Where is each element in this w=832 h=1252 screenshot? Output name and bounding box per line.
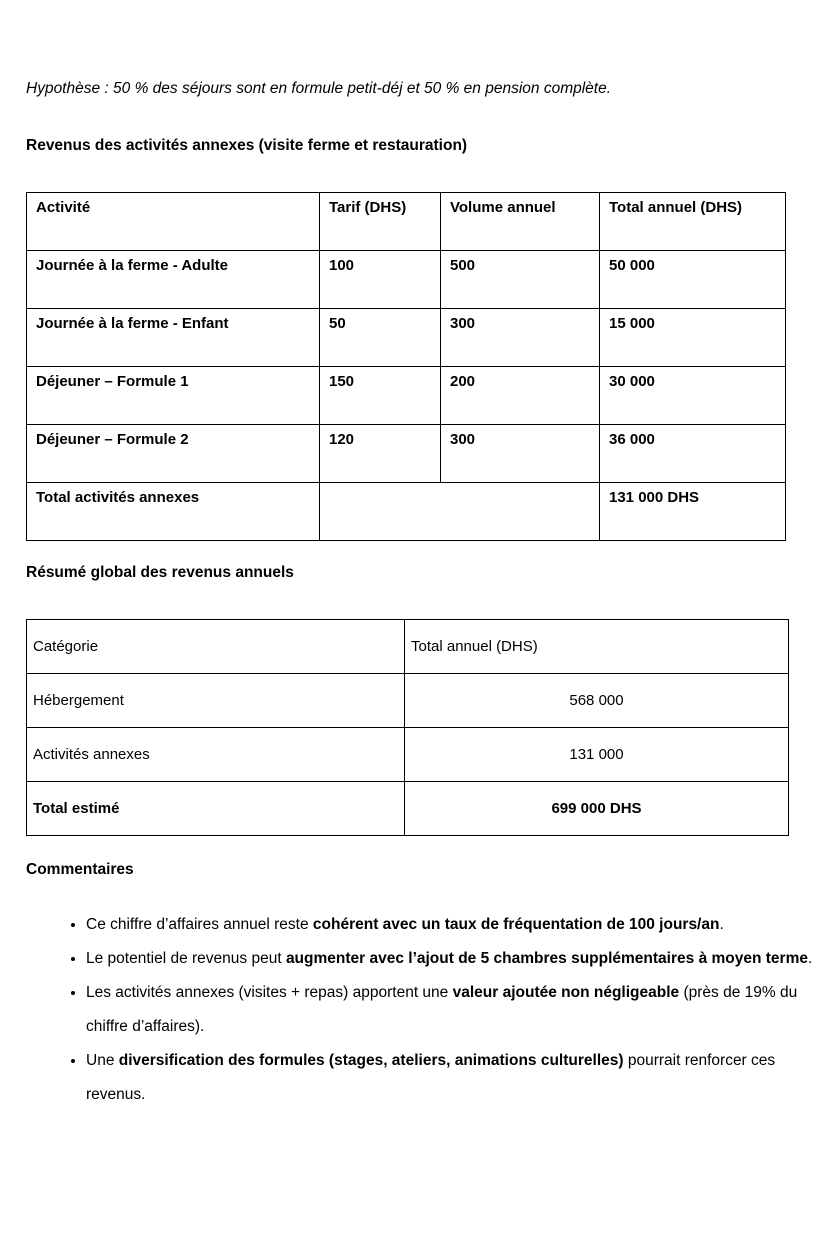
list-item bbox=[86, 976, 816, 1044]
table-cell: 100 bbox=[320, 251, 441, 309]
comment-text: Les activités annexes (visites + repas) apportent une bbox=[86, 984, 453, 1001]
table-cell: 30 000 bbox=[600, 367, 786, 425]
table-cell: Journée à la ferme - Enfant bbox=[27, 309, 320, 367]
list-item bbox=[86, 1044, 816, 1112]
table-cell: Déjeuner – Formule 1 bbox=[27, 367, 320, 425]
comment-text: Le potentiel de revenus peut bbox=[86, 950, 286, 967]
summary-section-title: Résumé global des revenus annuels bbox=[26, 564, 294, 581]
table-cell: 131 000 bbox=[405, 728, 789, 782]
list-item bbox=[86, 942, 816, 976]
comment-bold-text: cohérent avec un taux de fréquentation de 100 jours/an bbox=[312, 916, 720, 933]
comments-list bbox=[60, 908, 816, 1112]
table-cell: 50 000 bbox=[600, 251, 786, 309]
header-cell: Volume annuel bbox=[441, 193, 600, 251]
total-row bbox=[27, 483, 786, 541]
table-cell: 36 000 bbox=[600, 425, 786, 483]
table-cell: Hébergement bbox=[27, 674, 405, 728]
comment-text: Une bbox=[86, 1052, 119, 1069]
table-cell: 15 000 bbox=[600, 309, 786, 367]
comment-bold-text: valeur ajoutée non négligeable bbox=[452, 984, 680, 1001]
table-row bbox=[27, 309, 786, 367]
table-cell: 120 bbox=[320, 425, 441, 483]
total-value: 131 000 DHS bbox=[600, 483, 786, 541]
comment-text: . bbox=[807, 950, 813, 967]
table-header-row bbox=[27, 620, 789, 674]
comment-bold-text: augmenter avec l’ajout de 5 chambres supplémentaires à moyen terme bbox=[285, 950, 808, 967]
table-cell: Activités annexes bbox=[27, 728, 405, 782]
total-row bbox=[27, 782, 789, 836]
table-cell: Déjeuner – Formule 2 bbox=[27, 425, 320, 483]
list-item bbox=[86, 908, 816, 942]
table-header-row bbox=[27, 193, 786, 251]
annexes-table bbox=[26, 192, 786, 541]
table-cell: 500 bbox=[441, 251, 600, 309]
comment-bold-text: diversification des formules (stages, ateliers, animations culturelles) bbox=[118, 1052, 624, 1069]
comment-text: (près de 19% du chiffre d’affaires). bbox=[86, 984, 798, 1035]
header-cell: Total annuel (DHS) bbox=[405, 620, 789, 674]
empty-cell bbox=[320, 483, 600, 541]
hypothesis-text: Hypothèse : 50 % des séjours sont en formule petit-déj et 50 % en pension complète. bbox=[26, 80, 612, 97]
total-label: Total activités annexes bbox=[27, 483, 320, 541]
comments-section-title: Commentaires bbox=[26, 861, 134, 878]
header-cell: Total annuel (DHS) bbox=[600, 193, 786, 251]
header-cell: Activité bbox=[27, 193, 320, 251]
header-cell: Tarif (DHS) bbox=[320, 193, 441, 251]
table-row bbox=[27, 728, 789, 782]
total-label: Total estimé bbox=[27, 782, 405, 836]
table-row bbox=[27, 367, 786, 425]
annexes-section-title: Revenus des activités annexes (visite ferme et restauration) bbox=[26, 137, 468, 154]
table-row bbox=[27, 251, 786, 309]
comment-text: pourrait renforcer ces revenus. bbox=[86, 1052, 776, 1103]
summary-table bbox=[26, 619, 789, 836]
table-cell: 50 bbox=[320, 309, 441, 367]
table-cell: 150 bbox=[320, 367, 441, 425]
table-cell: Journée à la ferme - Adulte bbox=[27, 251, 320, 309]
table-cell: 300 bbox=[441, 425, 600, 483]
table-cell: 200 bbox=[441, 367, 600, 425]
total-value: 699 000 DHS bbox=[405, 782, 789, 836]
comment-text: . bbox=[719, 916, 724, 933]
table-cell: 568 000 bbox=[405, 674, 789, 728]
table-cell: 300 bbox=[441, 309, 600, 367]
comment-text: Ce chiffre d’affaires annuel reste bbox=[86, 916, 313, 933]
table-row bbox=[27, 425, 786, 483]
table-row bbox=[27, 674, 789, 728]
header-cell: Catégorie bbox=[27, 620, 405, 674]
